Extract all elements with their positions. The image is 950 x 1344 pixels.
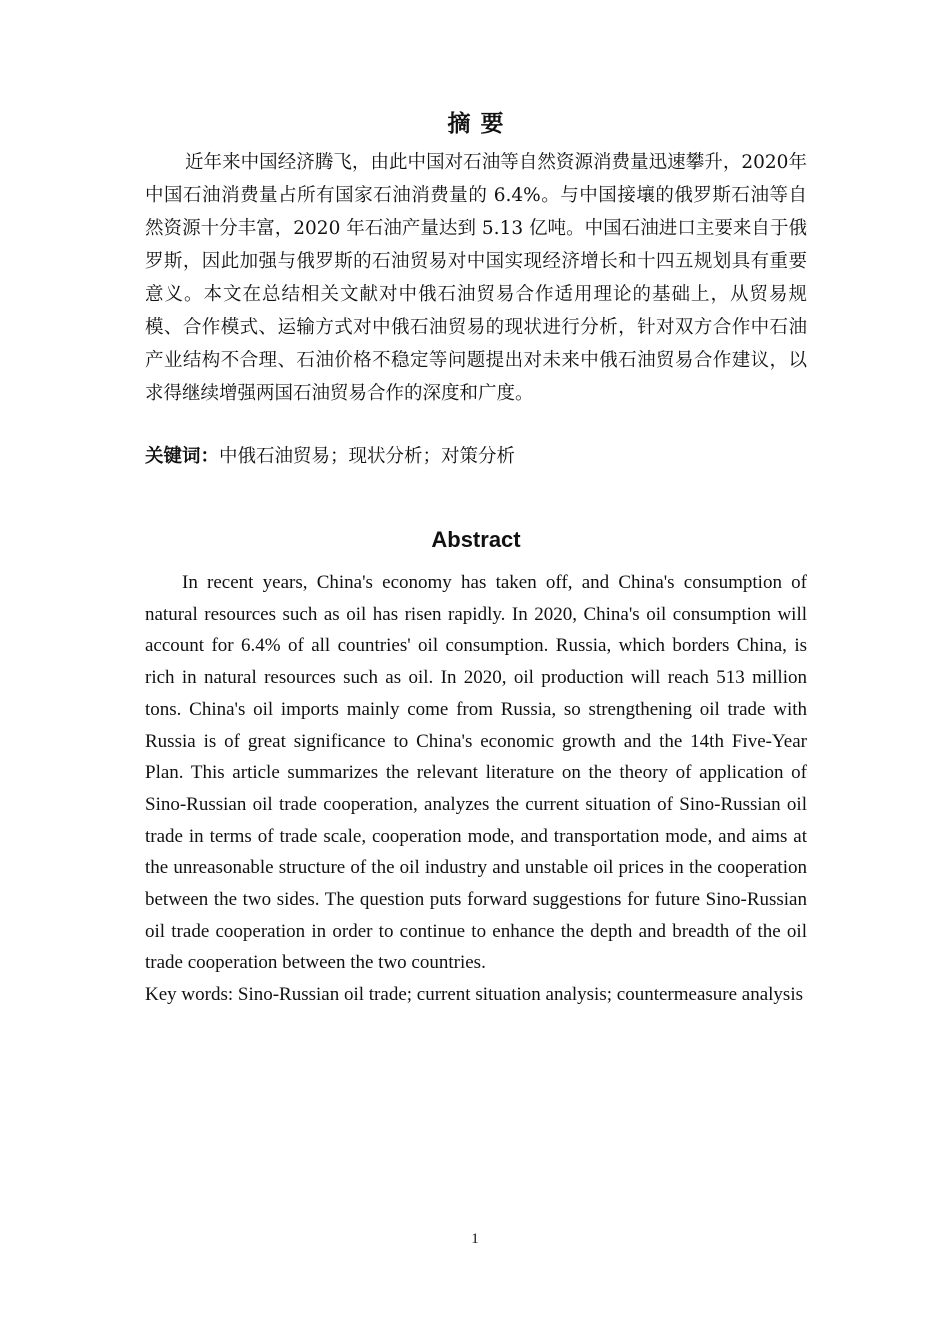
chinese-abstract-heading: 摘 要 bbox=[447, 111, 505, 137]
chinese-keywords-label: 关键词： bbox=[145, 446, 220, 467]
page-content bbox=[145, 0, 807, 1011]
english-abstract-heading: Abstract bbox=[431, 527, 521, 552]
chinese-keywords-value: 中俄石油贸易；现状分析；对策分析 bbox=[219, 446, 516, 467]
chinese-keywords-line bbox=[145, 410, 807, 473]
chinese-abstract-paragraph: 近年来中国经济腾飞，由此中国对石油等自然资源消费量迅速攀升，2020年中国石油消费量占所有国家石油消费量的 6.4%。与中国接壤的俄罗斯石油等自然资源十分丰富，2020 年石油产量达到 5.13 亿吨。中国石油进口主要来自于俄罗斯，因此加强与俄罗斯的石油贸易对中国实现经济增长和十四五规划具有重要意义。本文在总结相关文献对中俄石油贸易合作适用理论的基础上，从贸易规模、合作模式、运输方式对中俄石油贸易的现状进行分析，针对双方合作中石油产业结构不合理、石油价格不稳定等问题提出对未来中俄石油贸易合作建议，以求得继续增强两国石油贸易合作的深度和广度。 bbox=[145, 152, 807, 404]
english-abstract-paragraph: In recent years, China's economy has taken off, and China's consumption of natural resources such as oil has risen rapidly. In 2020, China's oil consumption will account for 6.4% of all countries' oil consumption. Russia, which borders China, is rich in natural resources such as oil. In 2020, oil production will reach 513 million tons. China's oil imports mainly come from Russia, so strengthening oil trade with Russia is of great significance to China's economic growth and the 14th Five-Year Plan. This article summarizes the relevant literature on the theory of application of Sino-Russian oil trade cooperation, analyzes the current situation of Sino-Russian oil trade in terms of trade scale, cooperation mode, and transportation mode, and aims at the unreasonable structure of the oil industry and unstable oil prices in the cooperation between the two sides. The question puts forward suggestions for future Sino-Russian oil trade cooperation in order to continue to enhance the depth and breadth of the oil trade cooperation between the two countries. bbox=[145, 572, 807, 974]
page-number-footer: 1 bbox=[471, 1231, 479, 1247]
english-keywords-line: Key words: Sino-Russian oil trade; current situation analysis; countermeasure analysis bbox=[145, 984, 803, 1006]
